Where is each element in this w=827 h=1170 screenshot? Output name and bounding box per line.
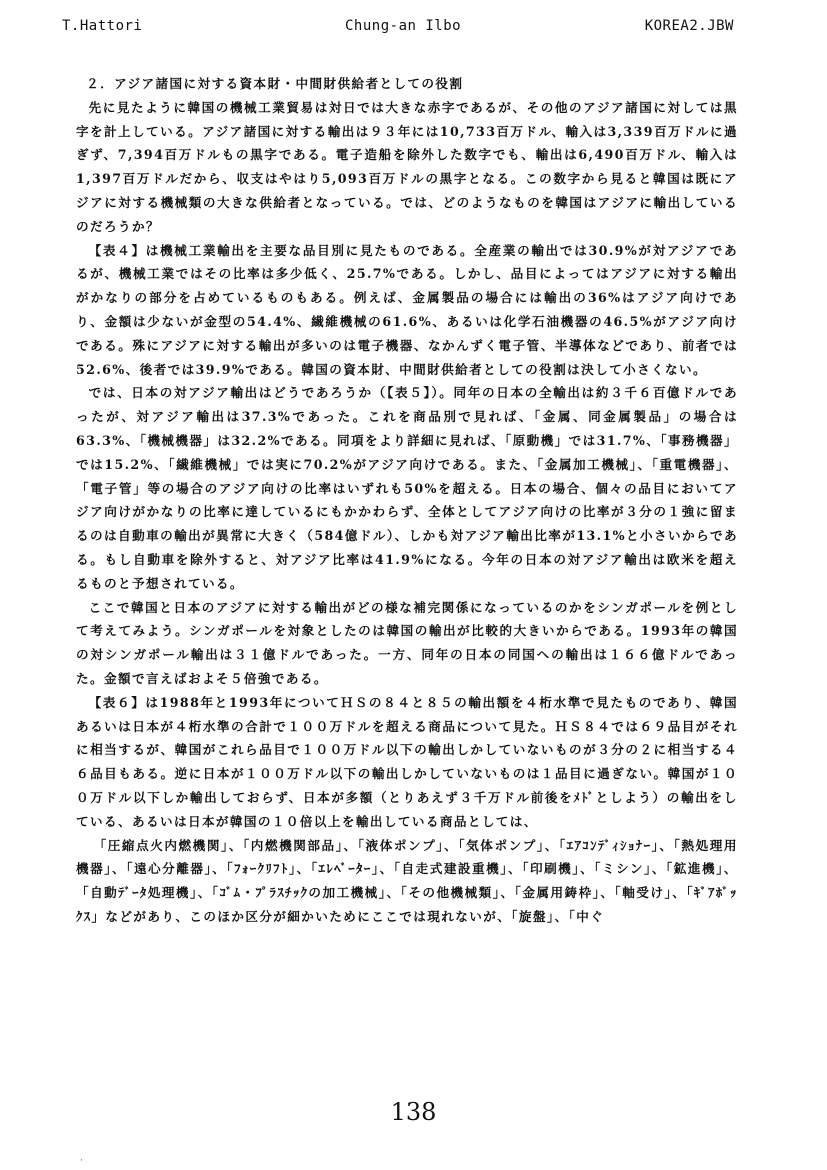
page-header — [62, 18, 734, 40]
header-author: T.Hattori — [62, 18, 143, 34]
header-source: Chung-an Ilbo — [345, 18, 462, 34]
section-heading: ２．アジア諸国に対する資本財・中間財供給者としての役割 — [86, 76, 464, 91]
scan-mark: · — [80, 1156, 83, 1166]
header-filename: KOREA2.JBW — [644, 18, 734, 34]
paragraph-2: 【表４】は機械工業輸出を主要な品目別に見たものである。全産業の輸出では30.9%が対アジアであるが、機械工業ではその比率は多少低く、25.7%である。しかし、品目によってはアジアに対する輸出がかなりの部分を占めているものもある。例えば、金属製品の場合には輸出の36%はアジア向けであり、金額は少ないが金型の54.4%、繊維機械の61.6%、あるいは化学石油機器の46.5%がアジア向けである。殊にアジアに対する輸出が多いのは電子機器、なかんずく電子管、半導体などであり、前者では52.6%、後者では39.9%である。韓国の資本財、中間財供給者としての役割は決して小さくない。 — [76, 242, 738, 377]
document-body — [76, 72, 738, 929]
paragraph-4: ここで韓国と日本のアジアに対する輸出がどの様な補完関係になっているのかをシンガポールを例として考えてみよう。シンガポールを対象としたのは韓国の輸出が比較的大きいからである。1993年の韓国の対シンガポール輸出は３１億ドルであった。一方、同年の日本の同国への輸出は１６６億ドルであった。金額で言えばおよそ５倍強である。 — [76, 599, 738, 686]
paragraph-1: 先に見たように韓国の機械工業貿易は対日では大きな赤字であるが、その他のアジア諸国に対しては黒字を計上している。アジア諸国に対する輸出は９３年には10,733百万ドル、輸入は3,339百万ドルに過ぎず、7,394百万ドルもの黒字である。電子造船を除外した数字でも、輸出は6,490百万ドル、輸入は1,397百万ドルだから、収支はやはり5,093百万ドルの黒字となる。この数字から見ると韓国は既にアジアに対する機械類の大きな供給者となっている。では、どのようなものを韓国はアジアに輸出しているのだろうか？ — [76, 99, 738, 234]
page-number: 138 — [390, 1098, 437, 1126]
paragraph-3: では、日本の対アジア輸出はどうであろうか（【表５】）。同年の日本の全輸出は約３千６百億ドルであったが、対アジア輸出は37.3%であった。これを商品別で見れば、「金属、同金属製品」の場合は63.3%、「機械機器」は32.2%である。同項をより詳細に見れば、「原動機」では31.7%、「事務機器」では15.2%、「繊維機械」では実に70.2%がアジア向けである。また、「金属加工機械」、「重電機器」、「電子管」等の場合のアジア向けの比率はいずれも50%を超える。日本の場合、個々の品目においてアジア向けがかなりの比率に達しているにもかかわらず、全体としてアジア向けの比率が３分の１強に留まるのは自動車の輸出が異常に大きく（584億ドル）、しかも対アジア輸出比率が13.1%と小さいからである。もし自動車を除外すると、対アジア比率は41.9%になる。今年の日本の対アジア輸出は欧米を超えるものと予想されている。 — [76, 385, 738, 591]
paragraph-5: 【表６】は1988年と1993年についてＨＳの８４と８５の輸出額を４桁水準で見たものであり、韓国あるいは日本が４桁水準の合計で１００万ドルを超える商品について見た。ＨＳ８４では６９品目がそれに相当するが、韓国がこれら品目で１００万ドル以下の輸出しかしていないものが３分の２に相当する４６品目もある。逆に日本が１００万ドル以下の輸出しかしていないものは１品目に過ぎない。韓国が１００万ドル以下しか輸出しておらず、日本が多額（とりあえず３千万ドル前後をﾒﾄﾞとしよう）の輸出をしている、あるいは日本が韓国の１０倍以上を輸出している商品としては、 — [76, 694, 738, 829]
product-list: 「圧縮点火内燃機関」、「内燃機関部品」、「液体ポンプ」、「気体ポンプ」、「ｴｱｺﾝﾃﾞｨｼｮﾅｰ」、「熱処理用機器」、「遠心分離器」、「ﾌｫｰｸﾘﾌﾄ」、「ｴﾚﾍﾞｰﾀｰ」、「自走式建設重機」、「印刷機」、「ミシン」、「鉱進機」、「自動ﾃﾞｰﾀ処理機」、「ｺﾞﾑ・ﾌﾟﾗｽﾁｯｸの加工機械」、「その他機械類」、「金属用鋳枠」、「軸受け」、「ｷﾞｱﾎﾞｯｸｽ」などがあり、このほか区分が細かいためにここでは現れないが、「旋盤」、「中ぐ — [76, 837, 738, 924]
